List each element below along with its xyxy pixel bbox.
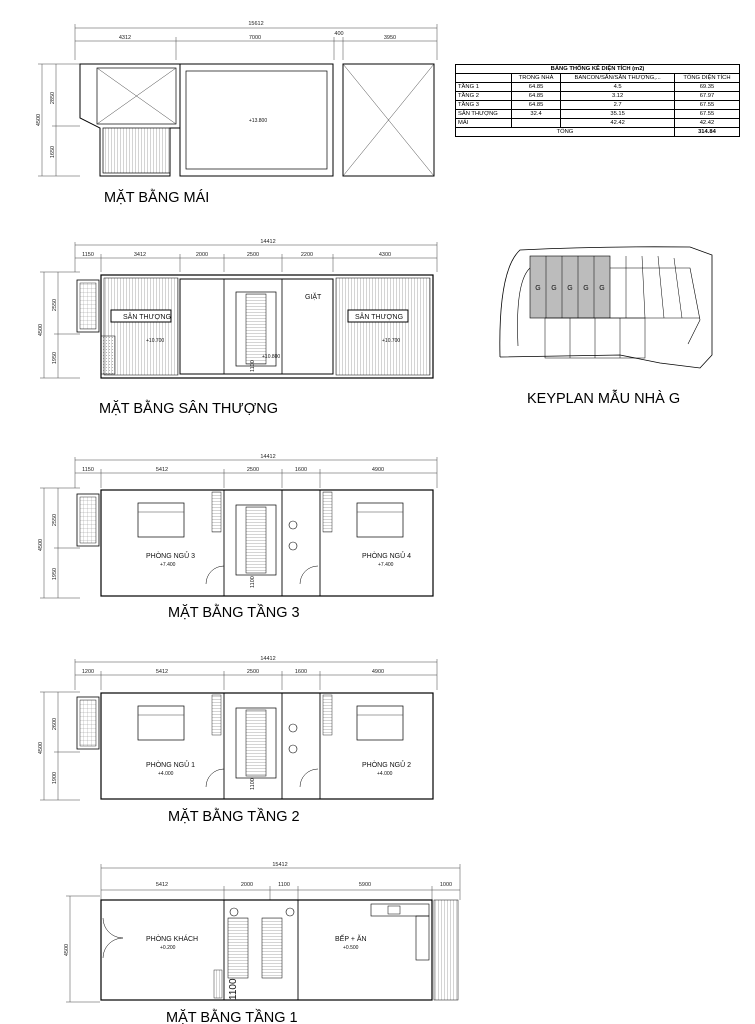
floor3-dim: 1600 [294, 467, 308, 473]
total-label: TỔNG [456, 128, 675, 137]
floor3-side-dim: 4500 [38, 538, 44, 552]
floor1-dim: 5412 [155, 882, 169, 888]
floor2-room-elevation: +4.000 [158, 771, 174, 777]
keyplan-unit: G [599, 285, 605, 292]
floor3-dim: 4900 [371, 467, 385, 473]
floor3-room-name: PHÒNG NGỦ 4 [362, 553, 412, 560]
roof-dim-total: 15612 [248, 21, 264, 27]
dimension-lines [36, 21, 437, 176]
table-cell: 35.15 [561, 110, 675, 119]
laundry-label: GIẶT [305, 294, 322, 301]
floor1-dim: 2000 [240, 882, 254, 888]
terrace-dim: 2000 [195, 252, 209, 258]
table-cell: 64.85 [511, 101, 561, 110]
floor2-side-dim: 1900 [52, 771, 58, 785]
table-cell: MÁI [456, 119, 512, 128]
floor1-plan-title: MẶT BẰNG TẦNG 1 [166, 1010, 298, 1024]
roof-side-dim: 4500 [36, 113, 42, 127]
roof-plan-title: MẶT BẰNG MÁI [104, 190, 210, 206]
keyplan-unit: G [551, 285, 557, 292]
terrace-elevation: +10.800 [262, 354, 281, 360]
total-value: 314.84 [674, 128, 739, 137]
keyplan [500, 247, 712, 407]
terrace-dim: 2500 [246, 252, 260, 258]
terrace-dim-total: 14412 [260, 239, 276, 245]
floor2-dim: 5412 [155, 669, 169, 675]
terrace-dim: 4300 [378, 252, 392, 258]
floor2-plan-title: MẶT BẰNG TẦNG 2 [168, 809, 300, 825]
dimension-lines [38, 656, 437, 800]
roof-elevation: +13.800 [248, 118, 268, 124]
terrace-stair-dim: 1100 [250, 360, 256, 372]
floor3-plan-title: MẶT BẰNG TẦNG 3 [168, 605, 300, 621]
table-cell: TẦNG 1 [456, 83, 512, 92]
floor3-dim: 1150 [82, 467, 94, 473]
table-cell: 3.12 [561, 92, 675, 101]
terrace-left-label: SÂN THƯỢNG [123, 314, 172, 321]
terrace-elevation: +10.700 [382, 338, 401, 344]
floor3-dim: 5412 [155, 467, 169, 473]
table-cell: 67.55 [674, 101, 739, 110]
floor3-room-elevation: +7.400 [160, 562, 176, 568]
floor1-side-dim: 4500 [64, 943, 70, 957]
terrace-side-dim: 4500 [38, 323, 44, 337]
table-cell: 4.5 [561, 83, 675, 92]
roof-plan [36, 21, 437, 206]
table-cell: 42.42 [561, 119, 675, 128]
roof-dim: 400 [334, 31, 344, 37]
floor1-stair-dim: 1100 [228, 978, 239, 1000]
table-cell: TẦNG 2 [456, 92, 512, 101]
floor1-room-elevation: +0.200 [160, 945, 176, 951]
terrace-dim: 2200 [300, 252, 314, 258]
area-table-title: BẢNG THỐNG KÊ DIỆN TÍCH (m2) [456, 65, 740, 74]
table-cell: 32.4 [511, 110, 561, 119]
floor2-dim: 4900 [371, 669, 385, 675]
floor2-dim: 1200 [81, 669, 95, 675]
floor3-room-name: PHÒNG NGỦ 3 [146, 553, 196, 560]
floor2-dim: 2500 [246, 669, 260, 675]
roof-side-dim: 1650 [50, 145, 56, 159]
table-cell: TẦNG 3 [456, 101, 512, 110]
floor2-stair-dim: 1100 [250, 778, 256, 790]
floor1-room-elevation: +0.500 [343, 945, 359, 951]
floor2-side-dim: 2600 [52, 717, 58, 731]
table-cell: 64.85 [511, 92, 561, 101]
terrace-dim: 1150 [82, 252, 94, 258]
floor2-room-name: PHÒNG NGỦ 2 [362, 762, 412, 769]
terrace-side-dim: 1950 [52, 351, 58, 365]
floor1-dim: 1000 [439, 882, 453, 888]
keyplan-unit: G [567, 285, 573, 292]
floor2-dim: 1600 [294, 669, 308, 675]
floor3-stair-dim: 1100 [250, 576, 256, 588]
roof-side-dim: 2850 [50, 91, 56, 105]
floor1-room-name: BẾP + ĂN [335, 936, 367, 943]
floor1-room-name: PHÒNG KHÁCH [146, 936, 199, 943]
roof-dim: 4312 [118, 35, 132, 41]
table-cell: 67.97 [674, 92, 739, 101]
area-table-header: TRONG NHÀ [511, 74, 561, 83]
floor1-dim: 5900 [358, 882, 372, 888]
terrace-plan-title: MẶT BẰNG SÂN THƯỢNG [99, 401, 278, 417]
keyplan-unit: G [583, 285, 589, 292]
table-cell: SÂN THƯỢNG [456, 110, 512, 119]
floor3-dim-total: 14412 [260, 454, 276, 460]
floor2-side-dim: 4500 [38, 741, 44, 755]
floor2-room-elevation: +4.000 [377, 771, 393, 777]
floor2-room-name: PHÒNG NGỦ 1 [146, 762, 196, 769]
terrace-elevation: +10.700 [146, 338, 165, 344]
floor1-dim: 1100 [278, 882, 290, 888]
floor3-dim: 2500 [246, 467, 260, 473]
floor2-plan [38, 656, 437, 825]
terrace-right-label: SÂN THƯỢNG [355, 314, 404, 321]
floor3-plan [38, 454, 437, 621]
table-cell: 42.42 [674, 119, 739, 128]
floor1-dim-total: 15412 [272, 862, 288, 868]
floor3-room-elevation: +7.400 [378, 562, 394, 568]
table-cell: 67.55 [674, 110, 739, 119]
floor1-plan [64, 862, 460, 1024]
terrace-side-dim: 2550 [52, 298, 58, 312]
floor2-dim-total: 14412 [260, 656, 276, 662]
area-table-header: TỔNG DIỆN TÍCH [674, 74, 739, 83]
floor3-side-dim: 1950 [52, 567, 58, 581]
roof-dim: 7000 [248, 35, 262, 41]
table-cell: 64.85 [511, 83, 561, 92]
keyplan-unit: G [535, 285, 541, 292]
roof-dim: 3950 [383, 35, 397, 41]
floor3-side-dim: 2550 [52, 513, 58, 527]
terrace-plan [38, 239, 437, 417]
dimension-lines [38, 454, 437, 598]
area-table-header: BANCON/SÂN/SÂN THƯỢNG,... [561, 74, 675, 83]
table-cell: 2.7 [561, 101, 675, 110]
table-cell: 69.35 [674, 83, 739, 92]
terrace-dim: 3412 [133, 252, 147, 258]
keyplan-title: KEYPLAN MẪU NHÀ G [527, 391, 681, 407]
